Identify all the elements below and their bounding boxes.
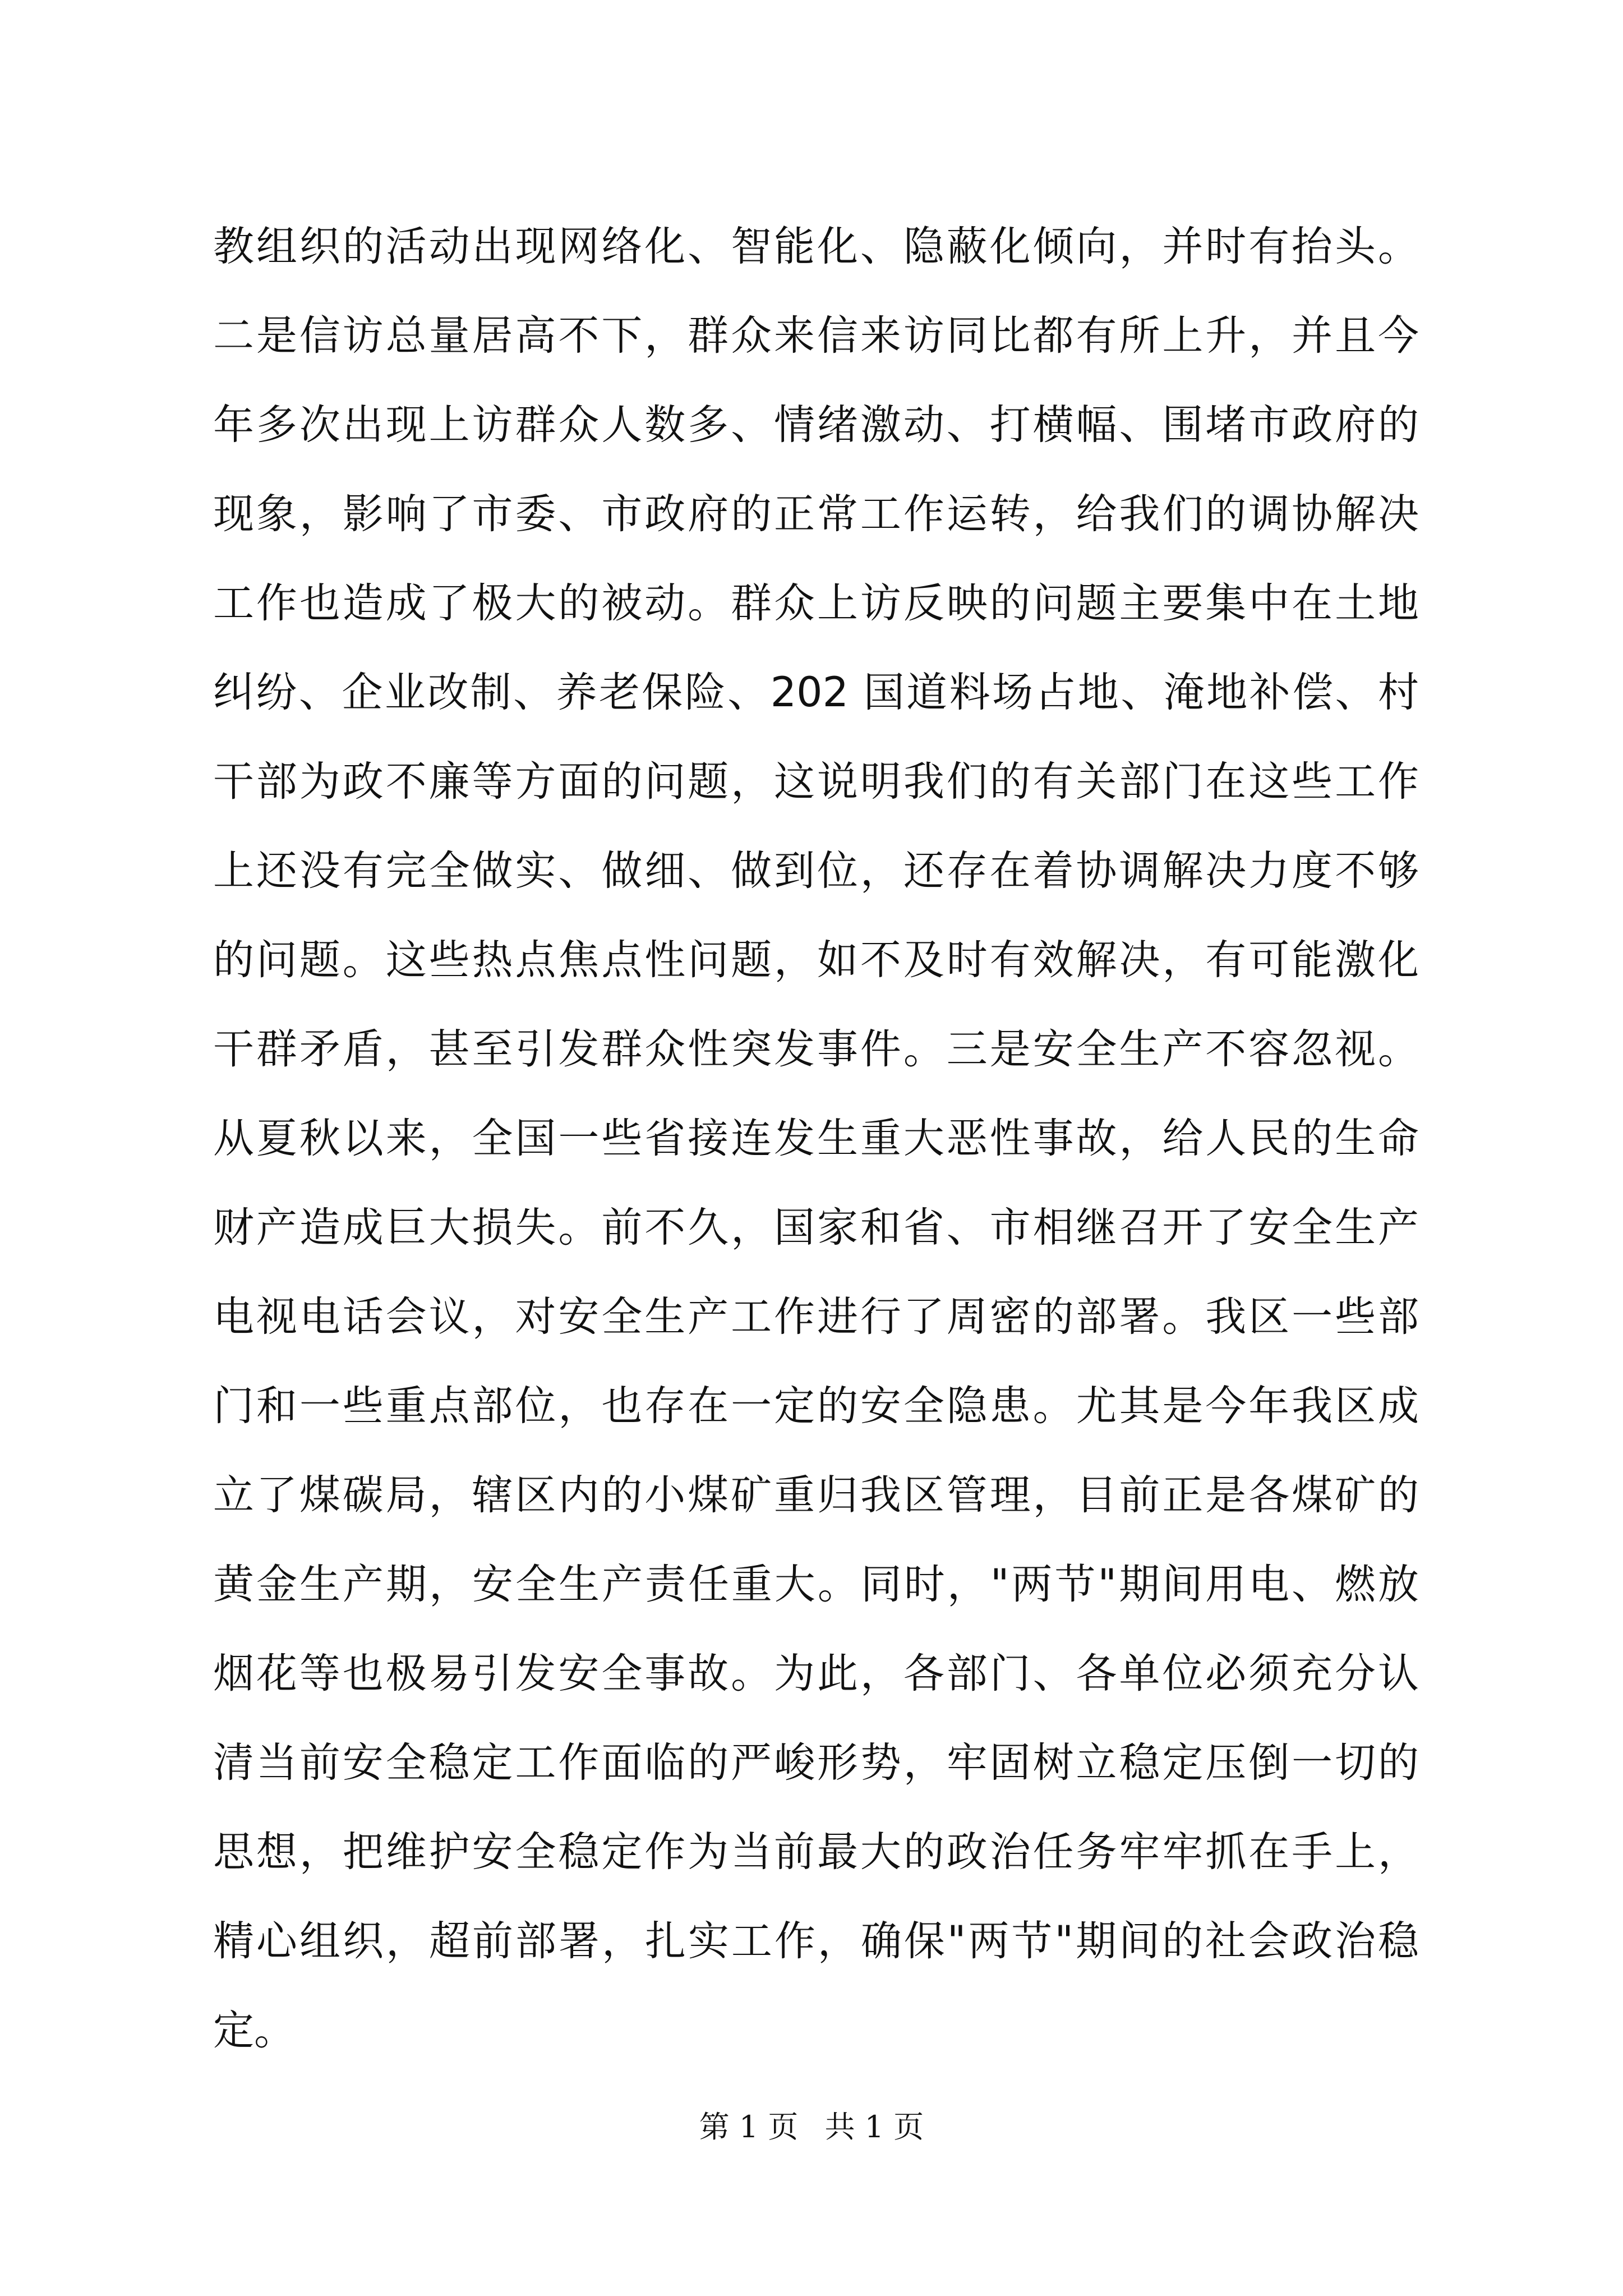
text-line: 的问题。这些热点焦点性问题，如不及时有效解决，有可能激化: [213, 936, 1419, 984]
body-text: [213, 202, 1419, 2075]
text-line: 干群矛盾，甚至引发群众性突发事件。三是安全生产不容忽视。: [213, 1025, 1419, 1073]
text-line: 教组织的活动出现网络化、智能化、隐蔽化倾向，并时有抬头。: [213, 223, 1419, 270]
text-line: 工作也造成了极大的被动。群众上访反映的问题主要集中在土地: [213, 579, 1419, 627]
text-line: 纠纷、企业改制、养老保险、202 国道料场占地、淹地补偿、村: [213, 669, 1419, 716]
text-line: 二是信访总量居高不下，群众来信来访同比都有所上升，并且今: [213, 312, 1419, 360]
text-line: 门和一些重点部位，也存在一定的安全隐患。尤其是今年我区成: [213, 1382, 1419, 1430]
text-line: 年多次出现上访群众人数多、情绪激动、打横幅、围堵市政府的: [213, 401, 1419, 449]
text-line: 烟花等也极易引发安全事故。为此，各部门、各单位必须充分认: [213, 1650, 1419, 1697]
text-line: 定。: [213, 2007, 295, 2054]
page-number: 第 1 页: [699, 2109, 799, 2145]
text-line: 立了煤碳局，辖区内的小煤矿重归我区管理，目前正是各煤矿的: [213, 1471, 1419, 1519]
text-line: 清当前安全稳定工作面临的严峻形势，牢固树立稳定压倒一切的: [213, 1739, 1419, 1787]
text-line: 干部为政不廉等方面的问题，这说明我们的有关部门在这些工作: [213, 758, 1419, 806]
text-line: 上还没有完全做实、做细、做到位，还存在着协调解决力度不够: [213, 847, 1419, 895]
page-total: 共 1 页: [824, 2109, 924, 2145]
text-line: 现象，影响了市委、市政府的正常工作运转，给我们的调协解决: [213, 490, 1419, 538]
text-line: 财产造成巨大损失。前不久，国家和省、市相继召开了安全生产: [213, 1204, 1419, 1251]
text-line: 从夏秋以来，全国一些省接连发生重大恶性事故，给人民的生命: [213, 1115, 1419, 1162]
text-line: 精心组织，超前部署，扎实工作，确保"两节"期间的社会政治稳: [213, 1917, 1419, 1965]
text-line: 电视电话会议，对安全生产工作进行了周密的部署。我区一些部: [213, 1293, 1419, 1341]
page-footer: [0, 2105, 1623, 2150]
text-line: 思想，把维护安全稳定作为当前最大的政治任务牢牢抓在手上，: [213, 1828, 1419, 1876]
text-line: 黄金生产期，安全生产责任重大。同时，"两节"期间用电、燃放: [213, 1561, 1419, 1608]
